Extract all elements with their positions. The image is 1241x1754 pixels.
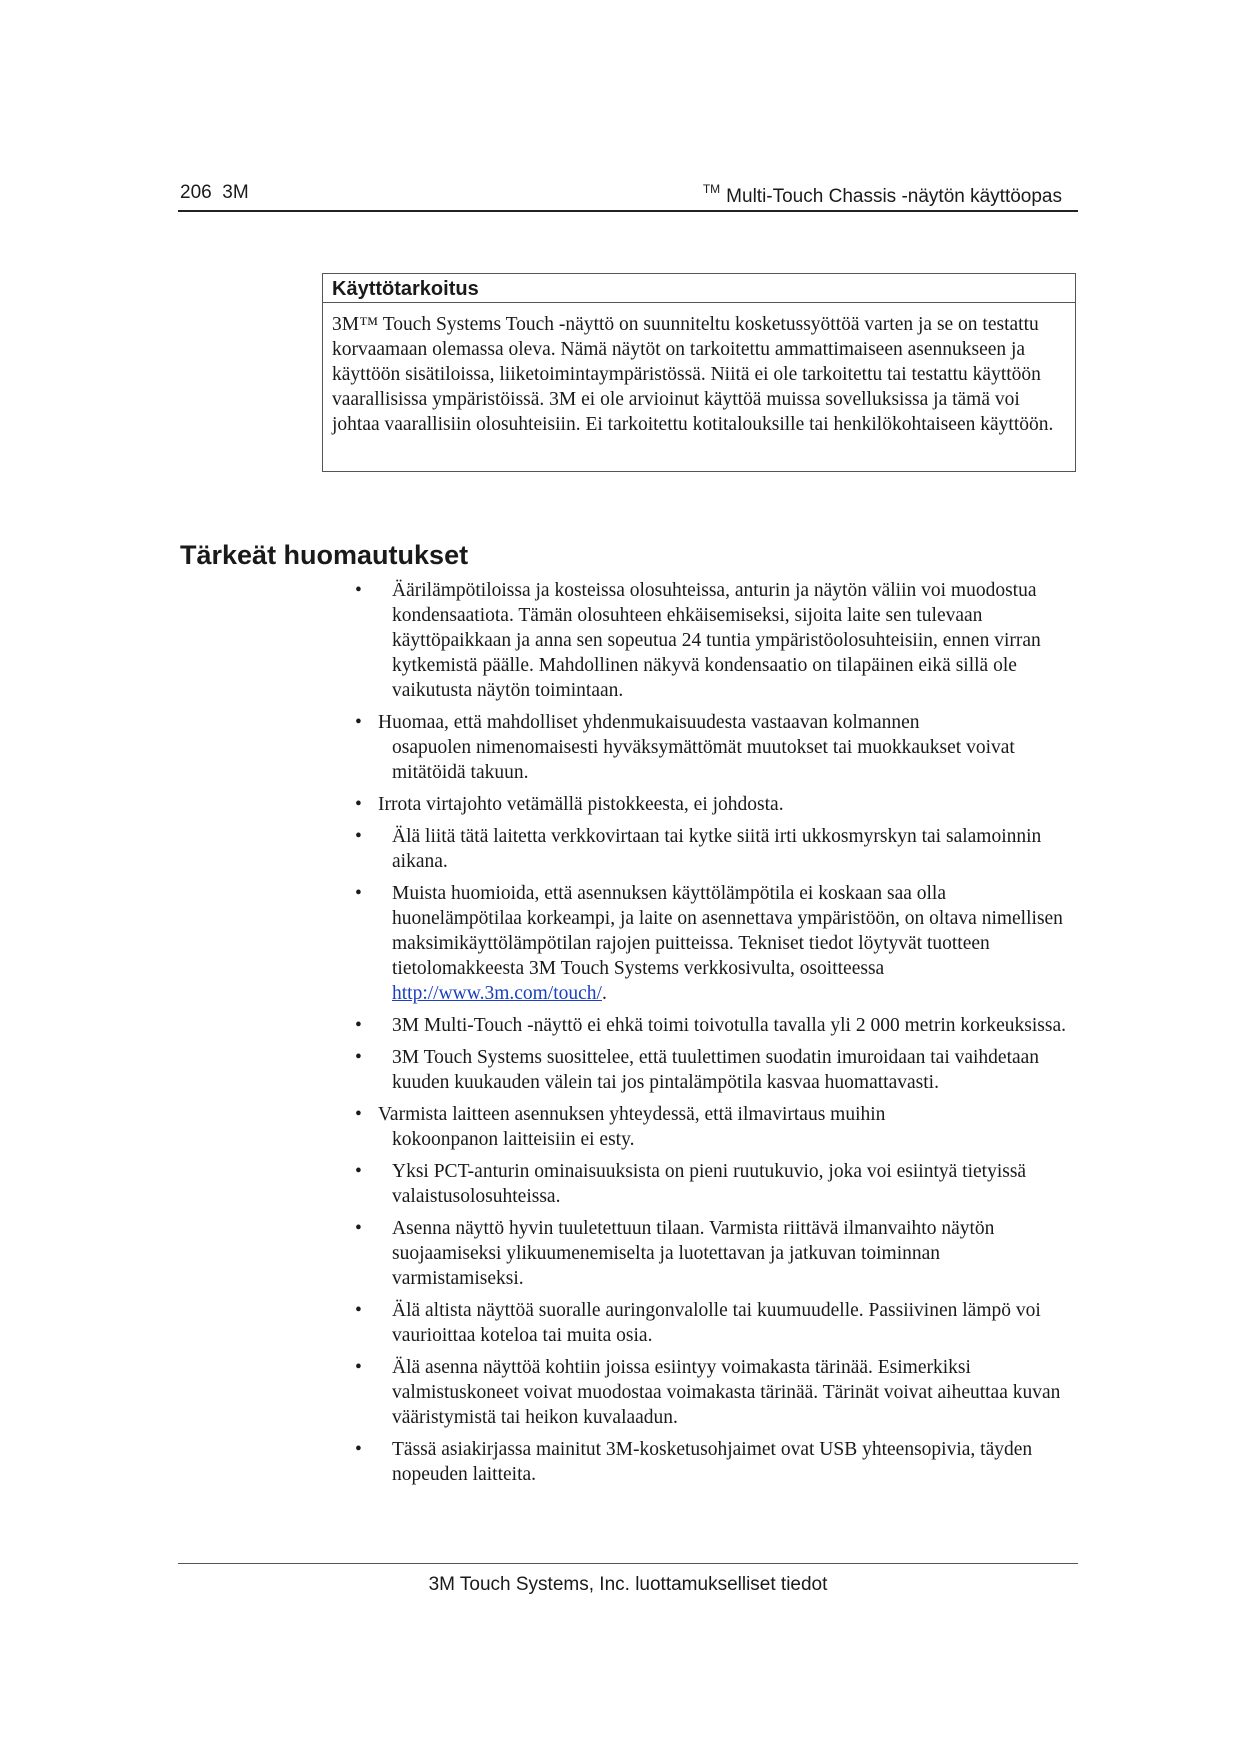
- header-brand: 3M: [222, 182, 249, 203]
- bullet-icon: •: [355, 712, 362, 733]
- notes-list: [350, 578, 1070, 1494]
- section-title: Tärkeät huomautukset: [180, 540, 469, 570]
- header-right: [703, 182, 1062, 208]
- list-item: • Älä asenna näyttöä kohtiin joissa esiintyy voimakasta tärinää. Esimerkiksi valmistuskoneet voivat muodostaa voimakasta tärinää. Tärinät voivat aiheuttaa kuvan vääristymistä tai heikon kuvalaadun.: [355, 1357, 1061, 1428]
- bullet-icon: •: [355, 1300, 362, 1321]
- website-link[interactable]: http://www.3m.com/touch/: [392, 983, 602, 1004]
- bullet-icon: •: [355, 1047, 362, 1068]
- bullet-icon: •: [355, 1439, 362, 1460]
- list-item: • Huomaa, että mahdolliset yhdenmukaisuudesta vastaavan kolmannen osapuolen nimenomaisesti hyväksymättömät muutokset tai muokkaukset voivat mitätöidä takuun.: [355, 712, 1015, 783]
- list-item: • Tässä asiakirjassa mainitut 3M-kosketusohjaimet ovat USB yhteensopivia, täyden nopeuden laitteita.: [355, 1439, 1033, 1485]
- bullet-icon: •: [355, 794, 362, 815]
- trademark-mark: TM: [702, 182, 721, 196]
- list-item: • Äärilämpötiloissa ja kosteissa olosuhteissa, anturin ja näytön väliin voi muodostua kondensaatiota. Tämän olosuhteen ehkäisemiseksi, sijoita laite sen tulevaan käyttöpaikkaan ja anna sen sopeutua 24 tuntia ympäristöolosuhteisiin, ennen virran kytkemistä päälle. Mahdollinen näkyvä kondensaatio on tilapäinen eikä sillä ole vaikutusta näytön toimintaan.: [355, 580, 1041, 701]
- intended-use-box: [322, 273, 1076, 472]
- page-header: [178, 180, 1078, 212]
- document-title: Multi-Touch Chassis -näytön käyttöopas: [726, 186, 1062, 207]
- list-item: • Varmista laitteen asennuksen yhteydessä, että ilmavirtaus muihin kokoonpanon laitteisiin ei esty.: [355, 1104, 886, 1150]
- list-item: • Yksi PCT-anturin ominaisuuksista on pieni ruutukuvio, joka voi esiintyä tietyissä valaistusolosuhteissa.: [355, 1161, 1027, 1207]
- header-left: [180, 182, 249, 204]
- list-item: • Asenna näyttö hyvin tuuletettuun tilaan. Varmista riittävä ilmanvaihto näytön suojaamiseksi ylikuumenemiselta ja luotettavan ja jatkuvan toiminnan varmistamiseksi.: [355, 1218, 995, 1289]
- bullet-icon: •: [355, 826, 362, 847]
- list-item: • Irrota virtajohto vetämällä pistokkeesta, ei johdosta.: [355, 794, 784, 815]
- list-item: • Muista huomioida, että asennuksen käyttölämpötila ei koskaan saa olla huonelämpötilaa korkeampi, ja laite on asennettava ympäristöön, on oltava nimellisen maksimikäyttölämpötilan rajojen puitteissa. Tekniset tiedot löytyvät tuotteen tietolomakkeesta 3M Touch Systems verkkosivulta, osoitteessa http://www.3m.com/touch/.: [355, 883, 1063, 1004]
- bullet-icon: •: [355, 1357, 362, 1378]
- bullet-icon: •: [355, 580, 362, 601]
- intended-use-body: 3M™ Touch Systems Touch -näyttö on suunniteltu kosketussyöttöä varten ja se on testattu korvaamaan olemassa oleva. Nämä näytöt on tarkoitettu ammattimaiseen asennukseen ja käyttöön sisätiloissa, liiketoimintaympäristössä. Niitä ei ole tarkoitettu tai testattu käyttöön vaarallisissa ympäristöissä. 3M ei ole arvioinut käyttöä muissa sovelluksissa ja tämä voi johtaa vaarallisiin olosuhteisiin. Ei tarkoitettu kotitalouksille tai henkilökohtaiseen käyttöön.: [332, 314, 1054, 435]
- list-item: • 3M Touch Systems suosittelee, että tuulettimen suodatin imuroidaan tai vaihdetaan kuuden kuukauden välein tai jos pintalämpötila kasvaa huomattavasti.: [355, 1047, 1040, 1093]
- bullet-icon: •: [355, 1104, 362, 1125]
- page-footer: 3M Touch Systems, Inc. luottamukselliset tiedot: [178, 1563, 1078, 1596]
- page-number: 206: [180, 182, 212, 203]
- bullet-icon: •: [355, 1015, 362, 1036]
- bullet-icon: •: [355, 1161, 362, 1182]
- list-item: • Älä liitä tätä laitetta verkkovirtaan tai kytke siitä irti ukkosmyrskyn tai salamoinnin aikana.: [355, 826, 1042, 872]
- bullet-icon: •: [355, 883, 362, 904]
- list-item: • 3M Multi-Touch -näyttö ei ehkä toimi toivotulla tavalla yli 2 000 metrin korkeuksissa.: [355, 1015, 1066, 1036]
- list-item: • Älä altista näyttöä suoralle auringonvalolle tai kuumuudelle. Passiivinen lämpö voi vaurioittaa koteloa tai muita osia.: [355, 1300, 1041, 1346]
- intended-use-title: Käyttötarkoitus: [323, 274, 1075, 303]
- bullet-icon: •: [355, 1218, 362, 1239]
